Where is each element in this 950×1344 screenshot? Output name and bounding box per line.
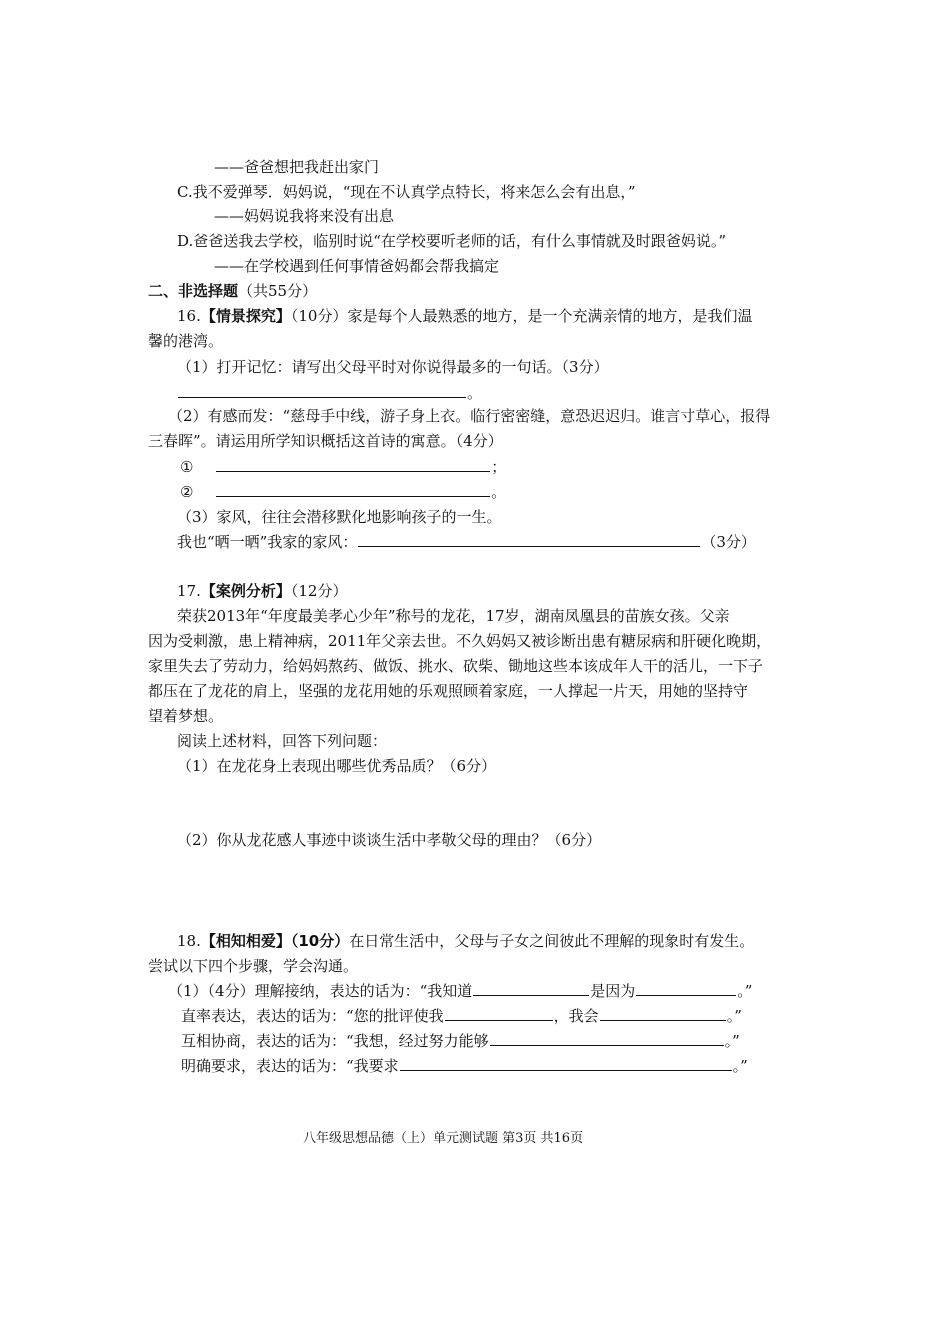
answer-blank[interactable] bbox=[445, 1006, 553, 1021]
q17-para-line: 都压在了龙花的肩上，坚强的龙花用她的乐观照顾着家庭，一人撑起一片天，用她的坚持守 bbox=[148, 682, 749, 700]
answer-blank[interactable] bbox=[178, 383, 466, 398]
q16-intro-text: （10分）家是每个人最熟悉的地方，是一个充满亲情的地方，是我们温 bbox=[290, 307, 753, 325]
q16-sub2-line2: 三春晖”。请运用所学知识概括这首诗的寓意。（4分） bbox=[148, 432, 503, 450]
q17-para-line: 因为受刺激，患上精神病，2011年父亲去世。不久妈妈又被诊断出患有糖尿病和肝硬化晚期， bbox=[148, 632, 772, 650]
q16-sub3: （3）家风，往往会潜移默化地影响孩子的一生。 bbox=[177, 508, 502, 526]
answer-blank[interactable] bbox=[490, 1031, 724, 1046]
q16-sub1: （1）打开记忆：请写出父母平时对你说得最多的一句话。（3分） bbox=[177, 358, 609, 376]
q15-option-d-note: ——在学校遇到任何事情爸妈都会帮我搞定 bbox=[214, 257, 500, 275]
q16-sub1-end: 。 bbox=[467, 384, 483, 402]
q18-intro bbox=[177, 930, 754, 952]
q15-option-b-note: ——爸爸想把我赶出家门 bbox=[214, 158, 380, 176]
q17-tag: 【案例分析】 bbox=[200, 582, 291, 600]
q17-para-line: 荣获2013年“年度最美孝心少年”称号的龙花，17岁，湖南凤凰县的苗族女孩。父亲 bbox=[177, 607, 730, 625]
q18-step1-text: （1）（4分）理解接纳，表达的话为：“我知道 bbox=[168, 982, 473, 1000]
q17-para-line: 望着梦想。 bbox=[148, 707, 224, 725]
q18-tag: 【相知相爱】 bbox=[200, 932, 291, 950]
q18-step1 bbox=[168, 980, 752, 1002]
q16-item1-end: ； bbox=[491, 458, 507, 476]
answer-blank[interactable] bbox=[636, 981, 736, 996]
q18-number: 18. bbox=[177, 932, 201, 950]
q16-item2 bbox=[180, 481, 506, 503]
q17-para-line: 家里失去了劳动力，给妈妈熬药、做饭、挑水、砍柴、锄地这些本该成年人干的活儿，一下子 bbox=[148, 657, 764, 675]
q18-step4-text: 明确要求，表达的话为：“我要求 bbox=[181, 1057, 399, 1075]
q17-sub1: （1）在龙花身上表现出哪些优秀品质？（6分） bbox=[177, 757, 497, 775]
q16-sub1-answer bbox=[177, 382, 482, 404]
q15-option-d: D.爸爸送我去学校，临别时说“在学校要听老师的话，有什么事情就及时跟爸妈说。” bbox=[177, 232, 727, 250]
q16-item2-end: 。 bbox=[491, 483, 507, 501]
q16-number: 16. bbox=[177, 307, 201, 325]
q18-step3 bbox=[181, 1030, 740, 1052]
q16-item1 bbox=[180, 456, 506, 478]
q18-intro-line2: 尝试以下四个步骤，学会沟通。 bbox=[148, 957, 359, 975]
q18-step2-mid: ，我会 bbox=[553, 1007, 599, 1025]
q18-step1-end: 。” bbox=[737, 982, 753, 1000]
q18-step3-end: 。” bbox=[724, 1032, 740, 1050]
q15-option-c: C.我不爱弹琴．妈妈说，“现在不认真学点特长，将来怎么会有出息，” bbox=[177, 183, 636, 201]
answer-blank[interactable] bbox=[216, 482, 490, 497]
q16-intro bbox=[177, 305, 752, 327]
q16-sub3-prompt: 我也“晒一晒”我家的家风： bbox=[177, 533, 358, 551]
q16-sub2-line1: （2）有感而发：“慈母手中线，游子身上衣。临行密密缝，意恐迟迟归。谁言寸草心，报得 bbox=[168, 407, 771, 425]
q18-intro-text: 在日常生活中，父母与子女之间彼此不理解的现象时有发生。 bbox=[349, 932, 755, 950]
q16-item1-marker: ① bbox=[180, 458, 194, 476]
answer-blank[interactable] bbox=[400, 1056, 732, 1071]
q17-points: （12分） bbox=[290, 582, 348, 600]
q17-instruction: 阅读上述材料，回答下列问题： bbox=[177, 732, 388, 750]
q16-item2-marker: ② bbox=[180, 483, 194, 501]
q17-number: 17. bbox=[177, 582, 201, 600]
q18-step4 bbox=[181, 1055, 748, 1077]
q18-step2-end: 。” bbox=[726, 1007, 742, 1025]
q18-step1-mid: 是因为 bbox=[590, 982, 636, 1000]
page-footer: 八年级思想品德（上）单元测试题 第3页 共16页 bbox=[303, 1131, 584, 1146]
q16-sub3-answer bbox=[177, 531, 756, 553]
q18-step3-text: 互相协商，表达的话为：“我想，经过努力能够 bbox=[181, 1032, 489, 1050]
answer-blank[interactable] bbox=[473, 981, 589, 996]
q16-tag: 【情景探究】 bbox=[200, 307, 291, 325]
q16-intro-line2: 馨的港湾。 bbox=[148, 332, 224, 350]
q16-sub3-points: （3分） bbox=[701, 533, 756, 551]
q18-step2 bbox=[181, 1005, 742, 1027]
q15-option-c-note: ——妈妈说我将来没有出息 bbox=[214, 207, 395, 225]
q17-heading bbox=[177, 580, 347, 602]
section-heading bbox=[148, 280, 317, 302]
answer-blank[interactable] bbox=[216, 457, 490, 472]
q18-step4-end: 。” bbox=[732, 1057, 748, 1075]
section-title: 二、非选择题 bbox=[148, 282, 239, 300]
q18-step2-text: 直率表达，表达的话为：“您的批评使我 bbox=[181, 1007, 444, 1025]
q18-points: （10分） bbox=[290, 932, 350, 950]
answer-blank[interactable] bbox=[600, 1006, 726, 1021]
answer-blank[interactable] bbox=[358, 532, 700, 547]
q17-sub2: （2）你从龙花感人事迹中谈谈生活中孝敬父母的理由？（6分） bbox=[177, 831, 602, 849]
section-points: （共55分） bbox=[238, 282, 318, 300]
